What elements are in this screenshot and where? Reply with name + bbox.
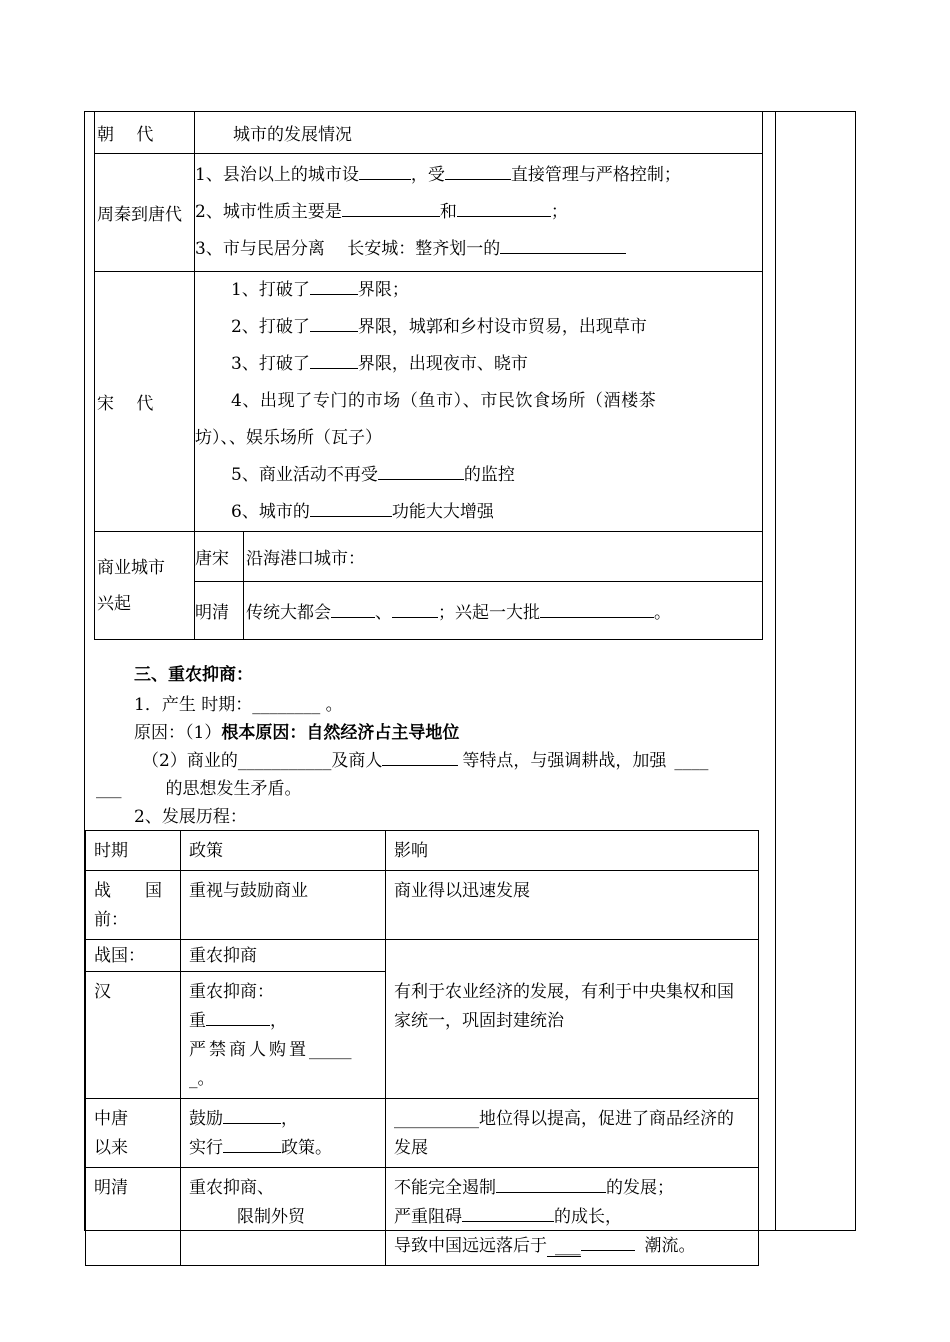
r2-policy: 重农抑商 <box>181 940 386 972</box>
song-item5-b: 的监控 <box>463 465 515 485</box>
song-item4b: 坊）、、娱乐场所（瓦子） <box>195 428 382 448</box>
tangsong-era: 唐宋 <box>195 532 244 582</box>
commerce-label-line1: 商业城市 <box>97 557 165 578</box>
song-item1-a: 1、打破了 <box>231 280 310 300</box>
zhouqin-line1-c: 直接管理与严格控制； <box>510 165 681 185</box>
mingqing-era: 明清 <box>195 582 244 640</box>
section3-line3-blank: ___ <box>96 779 122 799</box>
song-item2-a: 2、打破了 <box>231 317 310 337</box>
frame-divider <box>775 111 776 1231</box>
section3-line2-blank1: ___________ <box>237 751 332 771</box>
r3-policy: 重农抑商： 重 ， 严禁商人购置_____ _。 <box>181 972 386 1099</box>
song-item6-a: 6、城市的 <box>231 502 310 522</box>
mingqing-text-d: 。 <box>654 603 671 623</box>
r4-period: 中唐 以来 <box>86 1099 181 1168</box>
r2-period: 战国： <box>86 940 181 972</box>
section3-title: 三、重农抑商： <box>134 665 253 685</box>
r23-impact: 有利于农业经济的发展，有利于中央集权和国家统一，巩固封建统治 <box>386 940 759 1099</box>
development-history-table <box>85 830 759 1266</box>
header-development: 城市的发展情况 <box>195 112 763 154</box>
mingqing-text-b: 、 <box>375 603 392 623</box>
commerce-label-line2: 兴起 <box>97 593 131 614</box>
zhouqin-line1-b: ，受 <box>410 165 445 185</box>
mingqing-text-c: ；兴起一大批 <box>438 603 540 623</box>
song-item5-a: 5、商业活动不再受 <box>231 465 378 485</box>
song-item1-b: 界限； <box>357 280 409 300</box>
r1-period: 战 国 前： <box>86 871 181 940</box>
song-item4a: 4、出现了专门的市场（鱼市）、市民饮食场所（酒楼茶 <box>231 391 657 411</box>
mingqing-text <box>244 582 763 640</box>
section3-reason: 原因：（1）根本原因：自然经济占主导地位 <box>134 723 460 743</box>
song-content <box>195 272 763 532</box>
section3-line2-blank2: ____ <box>674 751 709 771</box>
r3-period: 汉 <box>86 972 181 1099</box>
t2-header-policy: 政策 <box>181 831 386 871</box>
song-item3-b: 界限，出现夜市、晓市 <box>357 354 528 374</box>
song-item2-b: 界限，城郭和乡村设市贸易，出现草市 <box>357 317 647 337</box>
r4-policy: 鼓励 ， 实行 政策。 <box>181 1099 386 1168</box>
r1-policy: 重视与鼓励商业 <box>181 871 386 940</box>
t2-header-period: 时期 <box>86 831 181 871</box>
r4-impact-blank: __________ <box>394 1109 479 1129</box>
zhouqin-line2-c: ； <box>550 202 568 222</box>
song-item6-b: 功能大大增强 <box>391 502 494 522</box>
r5-period: 明清 <box>86 1168 181 1266</box>
tangsong-text: 沿海港口城市： <box>244 532 763 582</box>
section3-line4: 2、发展历程： <box>134 807 247 827</box>
r1-impact: 商业得以迅速发展 <box>386 871 759 940</box>
r5-policy: 重农抑商、 限制外贸 <box>181 1168 386 1266</box>
zhouqin-line2-a: 2、城市性质主要是 <box>195 202 342 222</box>
r4-impact: __________地位得以提高，促进了商品经济的发展 <box>386 1099 759 1168</box>
section3-line2: （2）商业的___________及商人 等特点，与强调耕战，加强 ____ <box>142 746 708 771</box>
header-dynasty: 朝 代 <box>95 112 195 154</box>
zhouqin-line2-b: 和 <box>439 202 457 222</box>
r5-impact: 不能完全遏制 的发展； 严重阻碍 的成长， 导致中国远远落后于 ___ 潮流。 <box>386 1168 759 1266</box>
section3-line1: 1．产生 时期：________ 。 <box>134 695 343 715</box>
zhouqin-content <box>195 154 763 272</box>
city-development-table <box>94 111 763 640</box>
zhouqin-label: 周秦到唐代 <box>95 154 195 272</box>
song-label: 宋 代 <box>95 272 195 532</box>
r5-impact-blank: ___ <box>547 1236 581 1257</box>
zhouqin-line1-a: 1、县治以上的城市设 <box>195 165 359 185</box>
zhouqin-line3: 3、市与民居分离 长安城：整齐划一的 <box>195 239 501 259</box>
commerce-label <box>95 532 195 640</box>
t2-header-impact: 影响 <box>386 831 759 871</box>
mingqing-text-a: 传统大都会 <box>246 603 331 623</box>
section3-line3: ___ 的思想发生矛盾。 <box>96 779 302 799</box>
song-item3-a: 3、打破了 <box>231 354 310 374</box>
